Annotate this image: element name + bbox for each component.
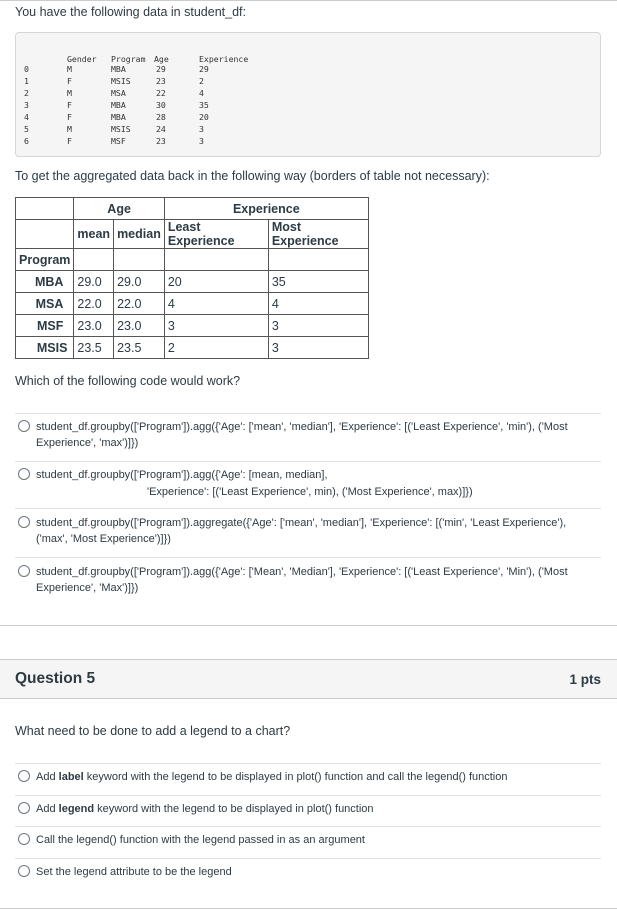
option-divider <box>15 795 601 796</box>
table-empty-cell <box>114 249 165 271</box>
table-cell-most: 4 <box>268 293 368 315</box>
df-header-gender: Gender <box>67 54 97 64</box>
table-cell-most: 3 <box>268 315 368 337</box>
df-cell-program: MSIS <box>111 124 131 134</box>
table-index-name-row <box>16 249 369 271</box>
table-cell-mean: 23.5 <box>74 337 114 359</box>
df-cell-gender: F <box>67 76 72 86</box>
table-cell-mean: 29.0 <box>74 271 114 293</box>
df-cell-age: 22 <box>156 88 166 98</box>
q4-option-1-label: student_df.groupby(['Program']).agg({'Age': ['mean', 'median'], 'Experience': [('Least Experience', 'min'), ('Most Experience', 'max')]}) <box>36 421 568 449</box>
q4-option-3-label: student_df.groupby(['Program']).aggregate({'Age': ['mean', 'median'], 'Experience': [('min', 'Least Experience'), ('max', 'Most Experience')]}) <box>36 517 567 545</box>
df-index: 0 <box>24 64 29 74</box>
table-empty-cell <box>164 249 268 271</box>
radio-button[interactable] <box>18 865 30 877</box>
table-row <box>16 337 369 359</box>
table-corner-cell <box>16 198 74 220</box>
df-header-program: Program <box>111 54 146 64</box>
df-cell-age: 23 <box>156 76 166 86</box>
df-cell-experience: 29 <box>199 64 209 74</box>
df-index: 3 <box>24 100 29 110</box>
table-cell-most: 3 <box>268 337 368 359</box>
df-cell-age: 24 <box>156 124 166 134</box>
df-cell-gender: F <box>67 112 72 122</box>
table-empty-cell <box>74 249 114 271</box>
df-header-age: Age <box>154 54 169 64</box>
table-cell-median: 23.5 <box>114 337 165 359</box>
df-cell-gender: F <box>67 100 72 110</box>
df-cell-experience: 3 <box>199 136 204 146</box>
table-cell-least: 20 <box>164 271 268 293</box>
q5-option-2-label: Add legend keyword with the legend to be displayed in plot() function <box>36 803 374 815</box>
q4-option-2-label-line2: 'Experience': [('Least Experience', min), ('Most Experience', max)]}) <box>147 486 473 498</box>
aggregate-intro-text: To get the aggregated data back in the following way (borders of table not necessary): <box>15 169 490 183</box>
dataframe-code-block <box>15 32 601 157</box>
table-cell-median: 23.0 <box>114 315 165 337</box>
table-cell-least: 2 <box>164 337 268 359</box>
table-row-program: MSIS <box>16 337 74 359</box>
table-cell-least: 4 <box>164 293 268 315</box>
df-cell-age: 23 <box>156 136 166 146</box>
table-cell-most: 35 <box>268 271 368 293</box>
df-cell-program: MBA <box>111 112 126 122</box>
table-empty-cell <box>268 249 368 271</box>
df-cell-experience: 2 <box>199 76 204 86</box>
df-cell-experience: 35 <box>199 100 209 110</box>
table-subheader-mean: mean <box>74 220 114 249</box>
option-divider <box>15 508 601 509</box>
bottom-divider <box>0 908 617 909</box>
q4-option-4-label: student_df.groupby(['Program']).agg({'Age': ['Mean', 'Median'], 'Experience': [('Least Experience', 'Min'), ('Most Experience', 'Max')]}) <box>36 566 568 594</box>
radio-button[interactable] <box>18 420 30 432</box>
q5-option-4-label: Set the legend attribute to be the legend <box>36 866 232 878</box>
radio-button[interactable] <box>18 516 30 528</box>
df-cell-gender: M <box>67 124 72 134</box>
table-header-row <box>16 198 369 220</box>
table-row-program: MSF <box>16 315 74 337</box>
table-row <box>16 315 369 337</box>
table-subheader-least-experience: Least Experience <box>164 220 268 249</box>
question5-title: Question 5 <box>15 670 96 687</box>
top-divider <box>0 0 617 1</box>
option-divider <box>15 557 601 558</box>
table-row <box>16 271 369 293</box>
table-cell-mean: 23.0 <box>74 315 114 337</box>
df-index: 6 <box>24 136 29 146</box>
aggregated-table <box>15 197 369 359</box>
df-index: 2 <box>24 88 29 98</box>
option-divider <box>15 763 601 764</box>
df-cell-experience: 20 <box>199 112 209 122</box>
df-index: 1 <box>24 76 29 86</box>
intro-text: You have the following data in student_df: <box>15 5 246 19</box>
df-cell-experience: 3 <box>199 124 204 134</box>
df-cell-experience: 4 <box>199 88 204 98</box>
table-group-age: Age <box>74 198 164 220</box>
question5-prompt: What need to be done to add a legend to a chart? <box>15 724 291 738</box>
table-group-experience: Experience <box>164 198 368 220</box>
radio-button[interactable] <box>18 802 30 814</box>
df-cell-gender: M <box>67 88 72 98</box>
q5-option-3-label: Call the legend() function with the legend passed in as an argument <box>36 834 365 846</box>
question5-header <box>0 659 617 699</box>
q4-option-2-label-line1: student_df.groupby(['Program']).agg({'Age': [mean, median], <box>36 469 328 481</box>
option-divider <box>15 858 601 859</box>
df-cell-program: MSF <box>111 136 126 146</box>
table-cell-median: 29.0 <box>114 271 165 293</box>
table-cell-median: 22.0 <box>114 293 165 315</box>
table-subheader-most-experience: Most Experience <box>268 220 368 249</box>
table-row-program: MBA <box>16 271 74 293</box>
df-cell-age: 30 <box>156 100 166 110</box>
radio-button[interactable] <box>18 468 30 480</box>
table-index-name: Program <box>16 249 74 271</box>
q5-option-1-label: Add label keyword with the legend to be displayed in plot() function and call the legend() function <box>36 771 508 783</box>
df-cell-program: MSA <box>111 88 126 98</box>
option-divider <box>15 413 601 414</box>
table-row-program: MSA <box>16 293 74 315</box>
question5-points: 1 pts <box>569 672 601 687</box>
option-divider <box>15 826 601 827</box>
table-corner-cell <box>16 220 74 249</box>
df-cell-program: MSIS <box>111 76 131 86</box>
table-subheader-median: median <box>114 220 165 249</box>
df-cell-gender: F <box>67 136 72 146</box>
df-cell-program: MBA <box>111 64 126 74</box>
table-cell-least: 3 <box>164 315 268 337</box>
df-index: 5 <box>24 124 29 134</box>
table-cell-mean: 22.0 <box>74 293 114 315</box>
radio-button[interactable] <box>18 565 30 577</box>
question4-prompt: Which of the following code would work? <box>15 374 241 388</box>
df-cell-gender: M <box>67 64 72 74</box>
df-cell-age: 28 <box>156 112 166 122</box>
df-cell-age: 29 <box>156 64 166 74</box>
radio-button[interactable] <box>18 833 30 845</box>
df-cell-program: MBA <box>111 100 126 110</box>
table-row <box>16 293 369 315</box>
df-header-experience: Experience <box>199 54 249 64</box>
question-separator <box>0 625 617 626</box>
radio-button[interactable] <box>18 770 30 782</box>
table-subheader-row <box>16 220 369 249</box>
option-divider <box>15 461 601 462</box>
df-index: 4 <box>24 112 29 122</box>
